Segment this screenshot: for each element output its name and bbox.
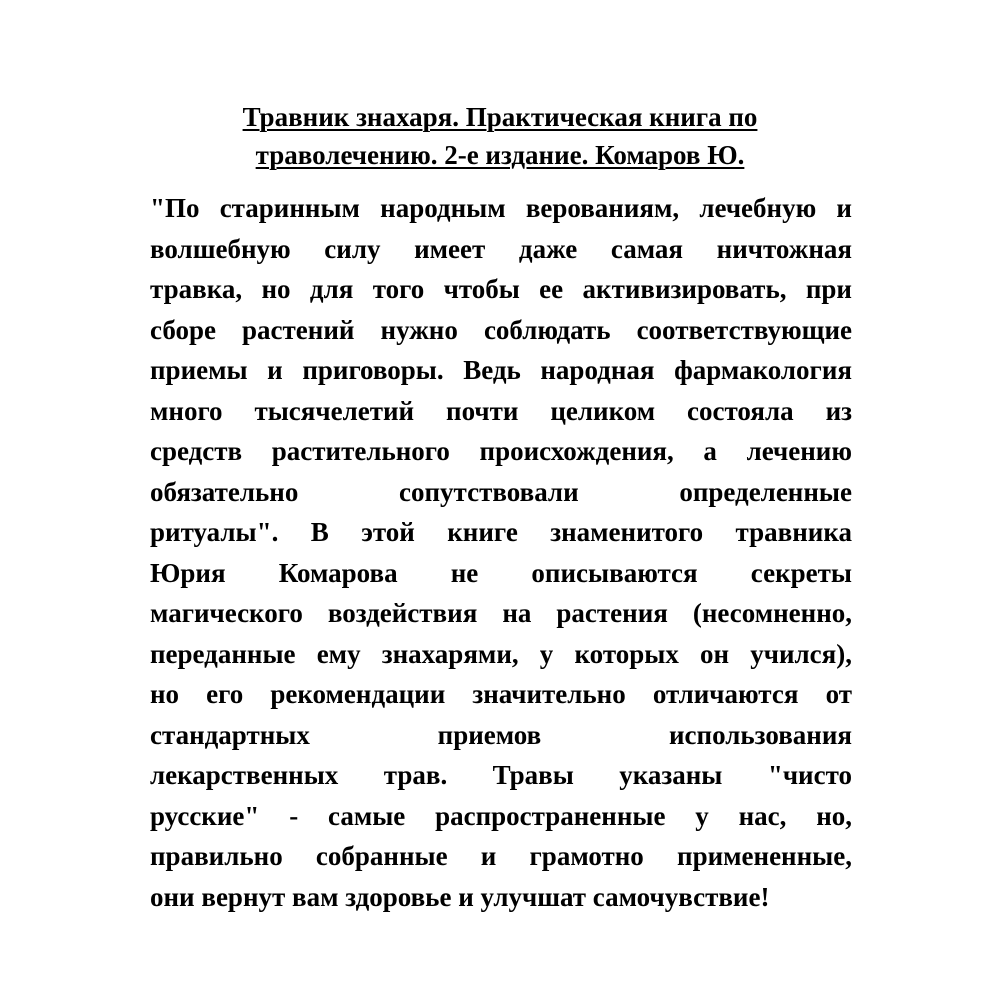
book-title [100, 98, 900, 174]
paragraph-line: они вернут вам здоровье и улучшат самочувствие! [150, 881, 770, 912]
paragraph-line: сборе растений нужно соблюдать соответствующие [150, 314, 852, 345]
paragraph-line: обязательно сопутствовали определенные [150, 476, 852, 507]
paragraph-line: Юрия Комарова не описываются секреты [150, 557, 852, 588]
paragraph-line: русские" - самые распространенные у нас, но, [150, 800, 852, 831]
paragraph-line: волшебную силу имеет даже самая ничтожная [150, 233, 852, 264]
paragraph-line: но его рекомендации значительно отличаются от [150, 679, 852, 709]
paragraph-line: приемы и приговоры. Ведь народная фармакология [150, 355, 852, 385]
book-title-line: траволечению. 2-е издание. Комаров Ю. [255, 140, 745, 170]
paragraph-line: магического воздействия на растения (несомненно, [150, 598, 852, 628]
paragraph-line: правильно собранные и грамотно примененные, [150, 841, 852, 871]
paragraph-line: травка, но для того чтобы ее активизировать, при [150, 274, 852, 304]
book-title-line: Травник знахаря. Практическая книга по [242, 102, 758, 132]
paragraph-line: много тысячелетий почти целиком состояла из [150, 395, 852, 426]
paragraph-line: средств растительного происхождения, а лечению [150, 436, 852, 466]
paragraph-line: ритуалы". В этой книге знаменитого травника [150, 517, 852, 547]
description-paragraph [150, 188, 852, 917]
paragraph-line: "По старинным народным верованиям, лечебную и [150, 193, 852, 223]
paragraph-line: лекарственных трав. Травы указаны "чисто [150, 760, 852, 790]
paragraph-line: переданные ему знахарями, у которых он учился), [150, 638, 852, 669]
paragraph-line: стандартных приемов использования [150, 719, 852, 750]
